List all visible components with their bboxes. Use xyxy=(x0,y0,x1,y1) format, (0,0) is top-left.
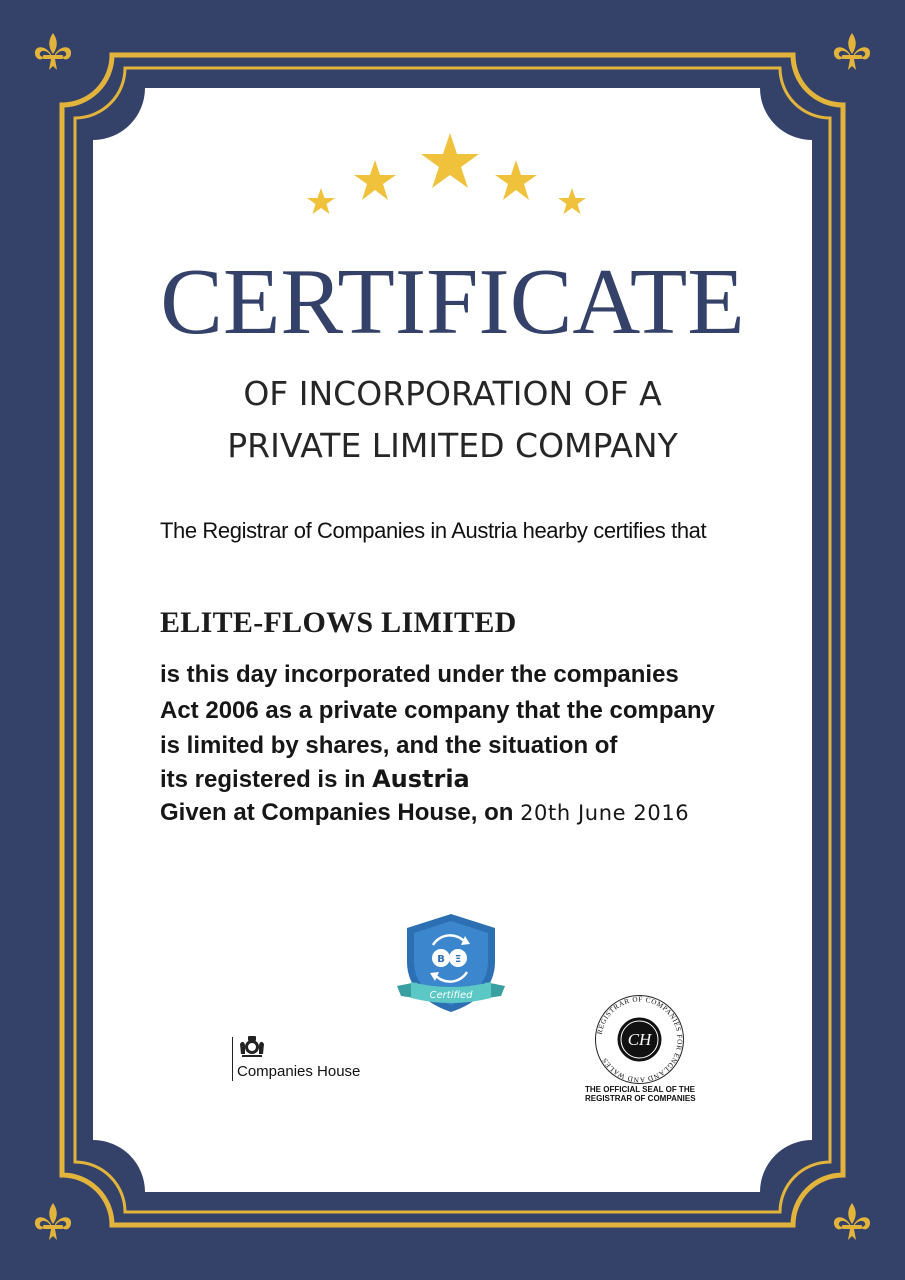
ethereum-coin-icon: Ξ xyxy=(454,954,462,965)
logo-divider xyxy=(232,1037,233,1081)
bitcoin-coin-icon: B xyxy=(437,954,445,965)
body-line-5-prefix: Given at Companies House, on xyxy=(160,799,521,826)
fleur-de-lis-icon xyxy=(30,30,76,76)
stars-decoration xyxy=(300,130,600,225)
incorporation-date: 20th June 2016 xyxy=(520,801,690,825)
royal-crest-icon xyxy=(237,1034,267,1058)
star-icon xyxy=(495,160,537,200)
official-seal xyxy=(592,992,687,1087)
certified-badge xyxy=(395,912,507,1014)
body-line-5 xyxy=(160,798,689,828)
seal-caption-line-2: REGISTRAR OF COMPANIES xyxy=(585,1094,696,1103)
star-icon xyxy=(354,160,396,200)
companies-house-text: Companies House xyxy=(237,1063,361,1080)
companies-house-logo xyxy=(232,1034,360,1081)
certificate-title: CERTIFICATE xyxy=(160,250,745,354)
body-line-2: Act 2006 as a private company that the company xyxy=(160,697,715,724)
body-line-4-prefix: its registered is in xyxy=(160,766,373,793)
seal-ring-text: REGISTRAR OF COMPANIES FOR ENGLAND AND WALES xyxy=(595,995,684,1084)
body-line-3: is limited by shares, and the situation of xyxy=(160,732,618,759)
body-line-4 xyxy=(160,764,470,795)
registered-location: Austria xyxy=(372,765,470,793)
seal-caption xyxy=(585,1085,705,1103)
company-name: ELITE-FLOWS LIMITED xyxy=(160,606,517,639)
subtitle-line-1: OF INCORPORATION OF A xyxy=(243,374,662,413)
star-icon xyxy=(421,133,479,188)
seal-caption-line-1: THE OFFICIAL SEAL OF THE xyxy=(585,1085,695,1094)
fleur-de-lis-icon xyxy=(829,1200,875,1246)
registrar-statement: The Registrar of Companies in Austria hearby certifies that xyxy=(160,518,707,543)
seal-monogram: CH xyxy=(627,1030,652,1049)
body-line-1: is this day incorporated under the companies xyxy=(160,661,679,688)
fleur-de-lis-icon xyxy=(30,1200,76,1246)
star-icon xyxy=(558,188,586,214)
subtitle-line-2: PRIVATE LIMITED COMPANY xyxy=(227,426,678,465)
badge-label: Certified xyxy=(429,990,473,1001)
star-icon xyxy=(307,188,335,214)
fleur-de-lis-icon xyxy=(829,30,875,76)
